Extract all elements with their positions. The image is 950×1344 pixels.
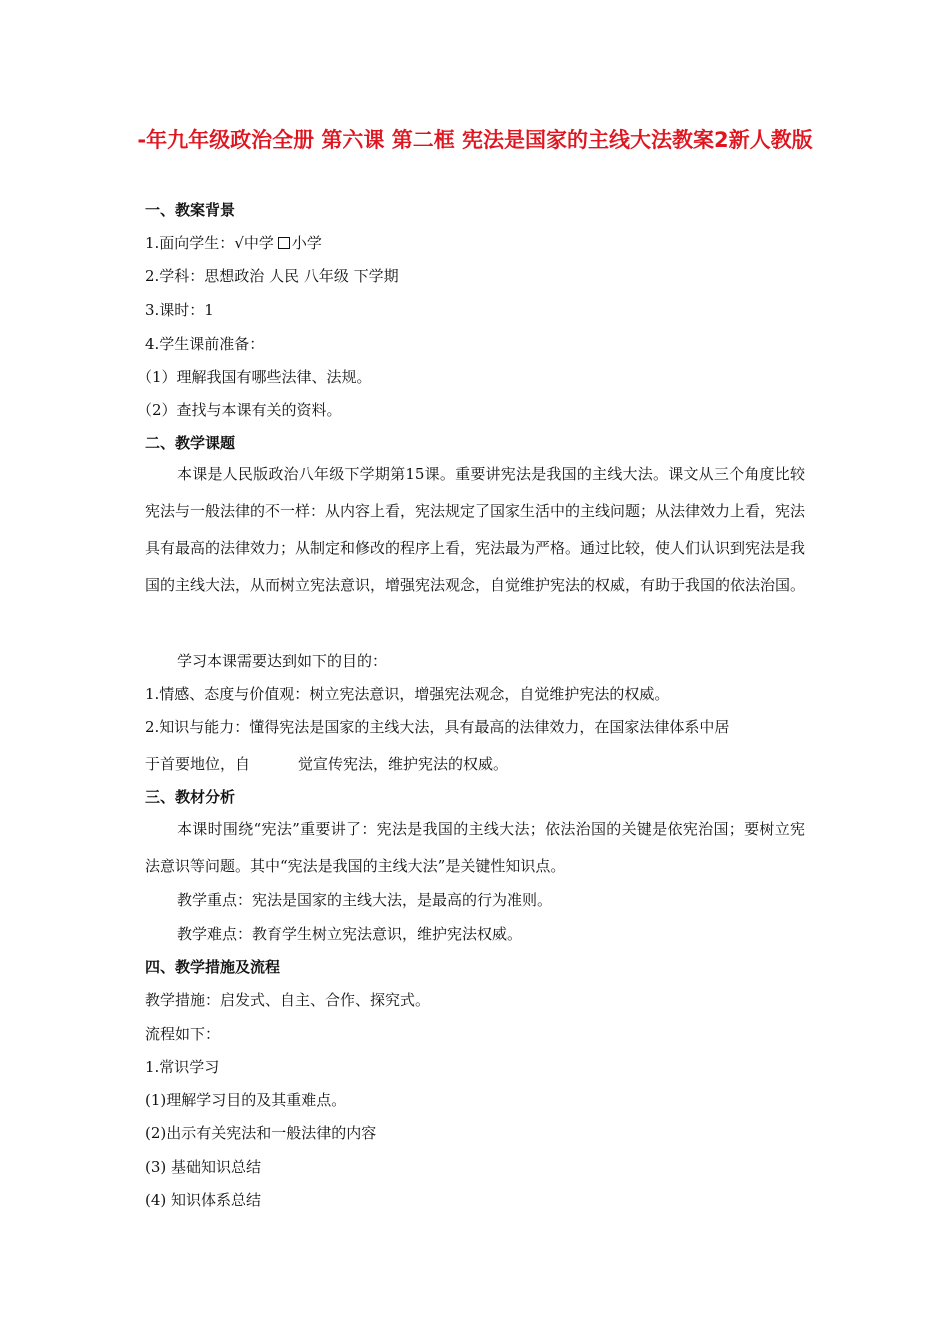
step-1: 1.常识学习 xyxy=(145,1058,220,1076)
sub-step-2: (2)出示有关宪法和一般法律的内容 xyxy=(145,1124,377,1142)
unchecked-box-icon xyxy=(278,237,290,249)
students-line xyxy=(145,233,322,253)
sub-step-1: (1)理解学习目的及其重难点。 xyxy=(145,1091,347,1109)
students-checked-option: √中学 xyxy=(234,234,274,252)
sub-step-3: (3) 基础知识总结 xyxy=(145,1158,262,1176)
key-point: 教学重点：宪法是国家的主线大法，是最高的行为准则。 xyxy=(177,891,553,909)
goals-intro: 学习本课需要达到如下的目的： xyxy=(177,652,388,670)
prep-item-1: （1）理解我国有哪些法律、法规。 xyxy=(137,368,372,386)
methods-line: 教学措施：启发式、自主、合作、探究式。 xyxy=(145,991,431,1009)
flow-label: 流程如下： xyxy=(145,1025,221,1043)
sub-step-4: (4) 知识体系总结 xyxy=(145,1191,262,1209)
goal-1: 1.情感、态度与价值观：树立宪法意识，增强宪法观念，自觉维护宪法的权威。 xyxy=(145,685,670,703)
students-unchecked-option: 小学 xyxy=(291,234,322,252)
topic-paragraph: 本课是人民版政治八年级下学期第15课。重要讲宪法是我国的主线大法。课文从三个角度比较宪法与一般法律的不一样：从内容上看，宪法规定了国家生活中的主线问题；从法律效力上看，宪法具有最高的法律效力；从制定和修改的程序上看，宪法最为严格。通过比较，使人们认识到宪法是我国的主线大法，从而树立宪法意识，增强宪法观念，自觉维护宪法的权威，有助于我国的依法治国。 xyxy=(145,465,806,594)
hours-line: 3.课时：1 xyxy=(145,301,214,319)
prep-item-2: （2）查找与本课有关的资料。 xyxy=(137,401,342,419)
students-label: 1.面向学生： xyxy=(145,234,235,252)
difficulty: 教学难点：教育学生树立宪法意识，维护宪法权威。 xyxy=(177,925,523,943)
prep-label: 4.学生课前准备： xyxy=(145,335,265,353)
goal-2-line-2 xyxy=(145,754,508,774)
section-heading-background: 一、教案背景 xyxy=(145,201,236,219)
section-heading-process: 四、教学措施及流程 xyxy=(145,958,281,976)
document-title: -年九年级政治全册 第六课 第二框 宪法是国家的主线大法教案2新人教版 xyxy=(137,128,813,152)
analysis-paragraph: 本课时围绕“宪法”重要讲了：宪法是我国的主线大法；依法治国的关键是依宪治国；要树立宪法意识等问题。其中“宪法是我国的主线大法”是关键性知识点。 xyxy=(145,820,805,875)
section-heading-topic: 二、教学课题 xyxy=(145,434,236,452)
goal-2-part-b: 觉宣传宪法，维护宪法的权威。 xyxy=(298,755,509,773)
section-heading-analysis: 三、教材分析 xyxy=(145,788,236,806)
subject-line: 2.学科：思想政治 人民 八年级 下学期 xyxy=(145,267,399,285)
goal-2-part-a: 于首要地位，自 xyxy=(145,755,251,773)
goal-2-line-1: 2.知识与能力：懂得宪法是国家的主线大法，具有最高的法律效力，在国家法律体系中居 xyxy=(145,718,730,736)
